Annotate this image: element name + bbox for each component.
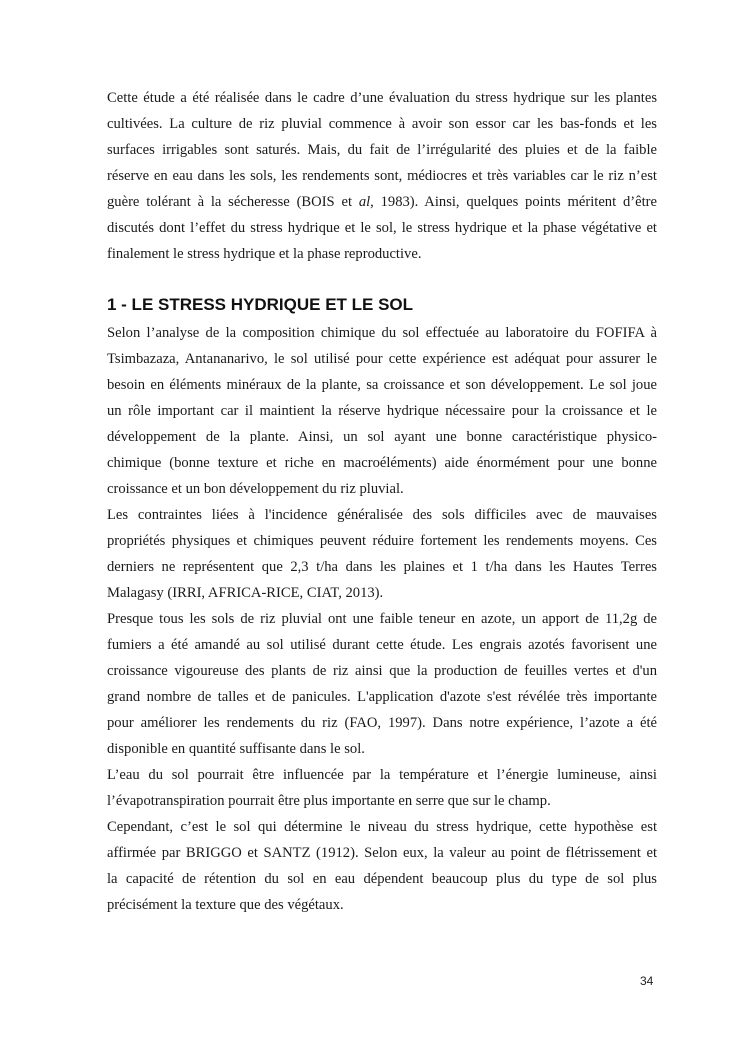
text-line: besoin en éléments minéraux de la plante, sa croissance et son développement. Le sol joue (107, 377, 657, 393)
text-line: discutés dont l’effet du stress hydrique et le sol, le stress hydrique et la phase végétative et (107, 220, 657, 236)
text-line: développement de la plante. Ainsi, un sol ayant une bonne caractéristique physico- (107, 429, 657, 445)
text-line: fumiers a été amandé au sol utilisé durant cette étude. Les engrais azotés favorisent une (107, 637, 657, 653)
text-line: Cette étude a été réalisée dans le cadre d’une évaluation du stress hydrique sur les plantes (107, 90, 657, 106)
text-line: l’évapotranspiration pourrait être plus importante en serre que sur le champ. (107, 793, 551, 809)
text-line: chimique (bonne texture et riche en macroéléments) aide énormément pour une bonne (107, 455, 657, 471)
text-line: précisément la texture que des végétaux. (107, 897, 344, 913)
text-line: derniers ne représentent que 2,3 t/ha dans les plaines et 1 t/ha dans les Hautes Terres (107, 559, 657, 575)
text-line: affirmée par BRIGGO et SANTZ (1912). Selon eux, la valeur au point de flétrissement et (107, 845, 657, 861)
text-line: pour améliorer les rendements du riz (FAO, 1997). Dans notre expérience, l’azote a été (107, 715, 657, 731)
text-segment: guère tolérant à la sécheresse (BOIS et (107, 194, 359, 210)
section-body (107, 320, 657, 918)
text-line (107, 189, 657, 215)
page-number: 34 (640, 974, 654, 988)
text-line: finalement le stress hydrique et la phase reproductive. (107, 246, 422, 262)
text-line: Malagasy (IRRI, AFRICA-RICE, CIAT, 2013). (107, 585, 384, 601)
text-line: croissance et un bon développement du riz pluvial. (107, 481, 404, 497)
text-line: un rôle important car il maintient la réserve hydrique nécessaire pour la croissance et le (107, 403, 657, 419)
text-line: Cependant, c’est le sol qui détermine le niveau du stress hydrique, cette hypothèse est (107, 819, 657, 835)
text-line: propriétés physiques et chimiques peuvent réduire fortement les rendements moyens. Ces (107, 533, 657, 549)
text-line: L’eau du sol pourrait être influencée par la température et l’énergie lumineuse, ainsi (107, 767, 657, 783)
italic-text: al (358, 194, 371, 210)
text-line: Presque tous les sols de riz pluvial ont une faible teneur en azote, un apport de 11,2g de (107, 611, 657, 627)
text-segment: , 1983). Ainsi, quelques points méritent d’être (370, 194, 657, 210)
intro-paragraph (107, 85, 657, 267)
text-line: grand nombre de talles et de panicules. L'application d'azote s'est révélée très importante (107, 689, 657, 705)
text-line: cultivées. La culture de riz pluvial commence à avoir son essor car les bas-fonds et les (107, 116, 657, 132)
text-line: surfaces irrigables sont saturés. Mais, du fait de l’irrégularité des pluies et de la faible (107, 142, 657, 158)
text-line: croissance vigoureuse des plants de riz ainsi que la production de feuilles vertes et d'un (107, 663, 657, 679)
text-line: Selon l’analyse de la composition chimique du sol effectuée au laboratoire du FOFIFA à (107, 325, 657, 341)
text-line: réserve en eau dans les sols, les rendements sont, médiocres et très variables car le riz n’est (107, 168, 657, 184)
text-line: Les contraintes liées à l'incidence généralisée des sols difficiles avec de mauvaises (107, 507, 657, 523)
text-line: Tsimbazaza, Antananarivo, le sol utilisé pour cette expérience est adéquat pour assurer le (107, 351, 657, 367)
section-heading: 1 - LE STRESS HYDRIQUE ET LE SOL (107, 295, 414, 314)
text-line: la capacité de rétention du sol en eau dépendent beaucoup plus du type de sol plus (107, 871, 657, 887)
text-line: disponible en quantité suffisante dans le sol. (107, 741, 365, 757)
